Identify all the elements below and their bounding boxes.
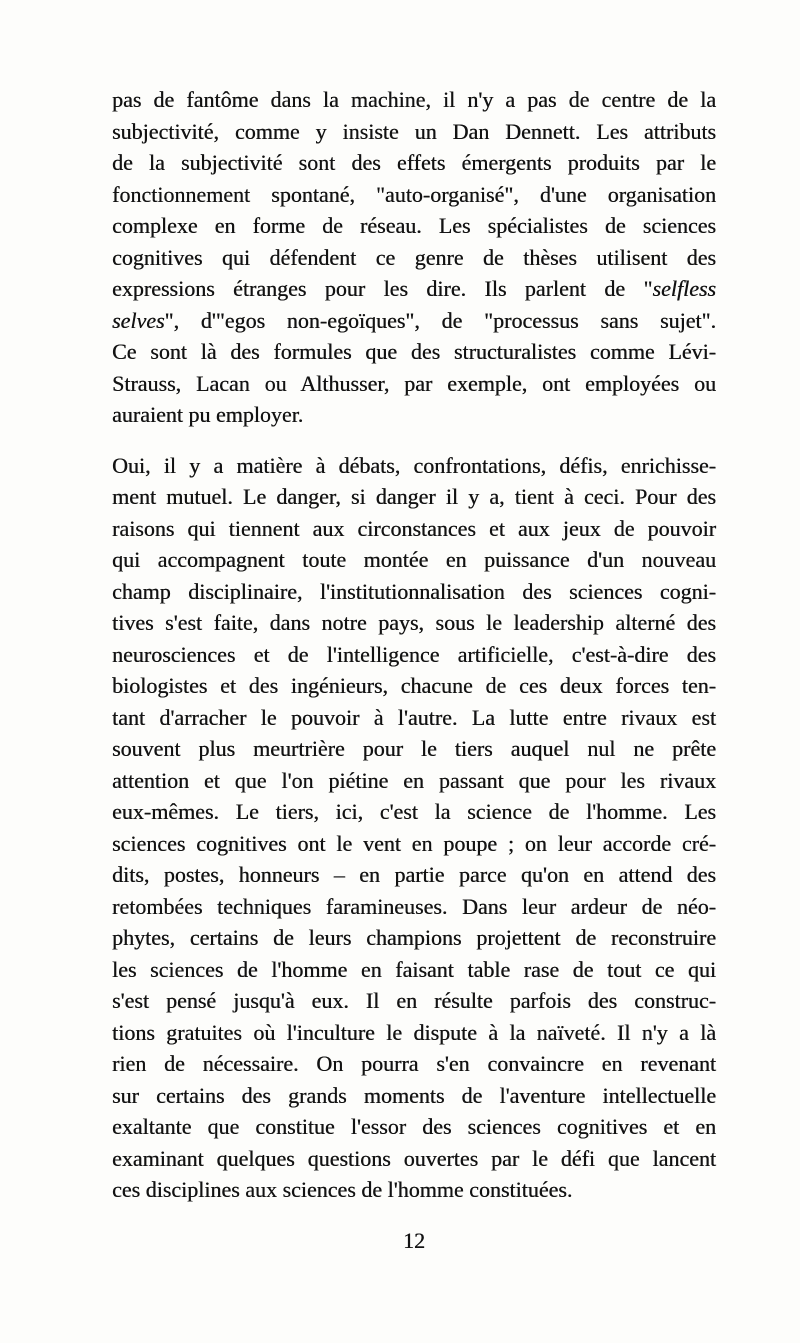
- text-block: [112, 84, 716, 1255]
- body-text: [112, 84, 716, 1206]
- text-line: exaltante que constitue l'essor des sciences cognitives et en: [112, 1114, 716, 1139]
- text-line: qui accompagnent toute montée en puissance d'un nouveau: [112, 547, 716, 572]
- text-line: sciences cognitives ont le vent en poupe ; on leur accorde cré-: [112, 830, 716, 856]
- italic-text-segment: selves: [112, 307, 165, 333]
- text-line: pas de fantôme dans la machine, il n'y a pas de centre de la: [112, 87, 716, 112]
- text-line: Oui, il y a matière à débats, confrontations, défis, enrichisse-: [112, 452, 716, 478]
- text-segment: expressions étranges pour les dire. Ils parlent de ": [112, 276, 653, 301]
- text-line: tant d'arracher le pouvoir à l'autre. La lutte entre rivaux est: [112, 704, 716, 730]
- text-line: [112, 273, 716, 305]
- text-line: les sciences de l'homme en faisant table rase de tout ce qui: [112, 956, 716, 982]
- text-line: biologistes et des ingénieurs, chacune de ces deux forces ten-: [112, 673, 716, 698]
- text-line: complexe en forme de réseau. Les spécialistes de sciences: [112, 213, 716, 238]
- text-line: raisons qui tiennent aux circonstances et aux jeux de pouvoir: [112, 515, 716, 541]
- text-line: cognitives qui défendent ce genre de thèses utilisent des: [112, 244, 716, 270]
- text-line: retombées techniques faramineuses. Dans leur ardeur de néo-: [112, 893, 716, 919]
- text-line: tions gratuites où l'inculture le dispute à la naïveté. Il n'y a là: [112, 1019, 716, 1045]
- text-line: fonctionnement spontané, "auto-organisé", d'une organisation: [112, 181, 716, 207]
- text-line: neurosciences et de l'intelligence artificielle, c'est-à-dire des: [112, 641, 716, 667]
- italic-text-segment: selfless: [652, 276, 716, 301]
- text-line: tives s'est faite, dans notre pays, sous le leadership alterné des: [112, 610, 716, 635]
- text-segment: ", d'"egos non-egoïques", de "processus sans sujet".: [164, 307, 716, 333]
- text-line: champ disciplinaire, l'institutionnalisation des sciences cogni-: [112, 578, 716, 604]
- text-line: s'est pensé jusqu'à eux. Il en résulte parfois des construc-: [112, 988, 716, 1013]
- text-line: souvent plus meurtrière pour le tiers auquel nul ne prête: [112, 736, 716, 761]
- text-line: [112, 305, 716, 337]
- text-line: eux-mêmes. Le tiers, ici, c'est la science de l'homme. Les: [112, 799, 716, 824]
- text-line: de la subjectivité sont des effets émergents produits par le: [112, 150, 716, 175]
- page-number: 12: [403, 1227, 425, 1253]
- text-line: ces disciplines aux sciences de l'homme constituées.: [112, 1177, 573, 1202]
- paragraph-2: [112, 450, 716, 1206]
- text-line: examinant quelques questions ouvertes par le défi que lancent: [112, 1145, 716, 1171]
- paragraph-1: [112, 84, 716, 431]
- text-line: ment mutuel. Le danger, si danger il y a, tient à ceci. Pour des: [112, 484, 716, 509]
- text-line: rien de nécessaire. On pourra s'en convaincre en revenant: [112, 1051, 716, 1076]
- text-line: attention et que l'on piétine en passant que pour les rivaux: [112, 767, 716, 793]
- text-line: sur certains des grands moments de l'aventure intellectuelle: [112, 1082, 716, 1108]
- text-line: Strauss, Lacan ou Althusser, par exemple, ont employées ou: [112, 370, 716, 396]
- text-line: phytes, certains de leurs champions projettent de reconstruire: [112, 925, 716, 950]
- text-line: subjectivité, comme y insiste un Dan Dennett. Les attributs: [112, 118, 716, 144]
- text-line: Ce sont là des formules que des structuralistes comme Lévi-: [112, 339, 716, 364]
- text-line: auraient pu employer.: [112, 402, 304, 427]
- text-line: dits, postes, honneurs – en partie parce qu'on en attend des: [112, 862, 716, 887]
